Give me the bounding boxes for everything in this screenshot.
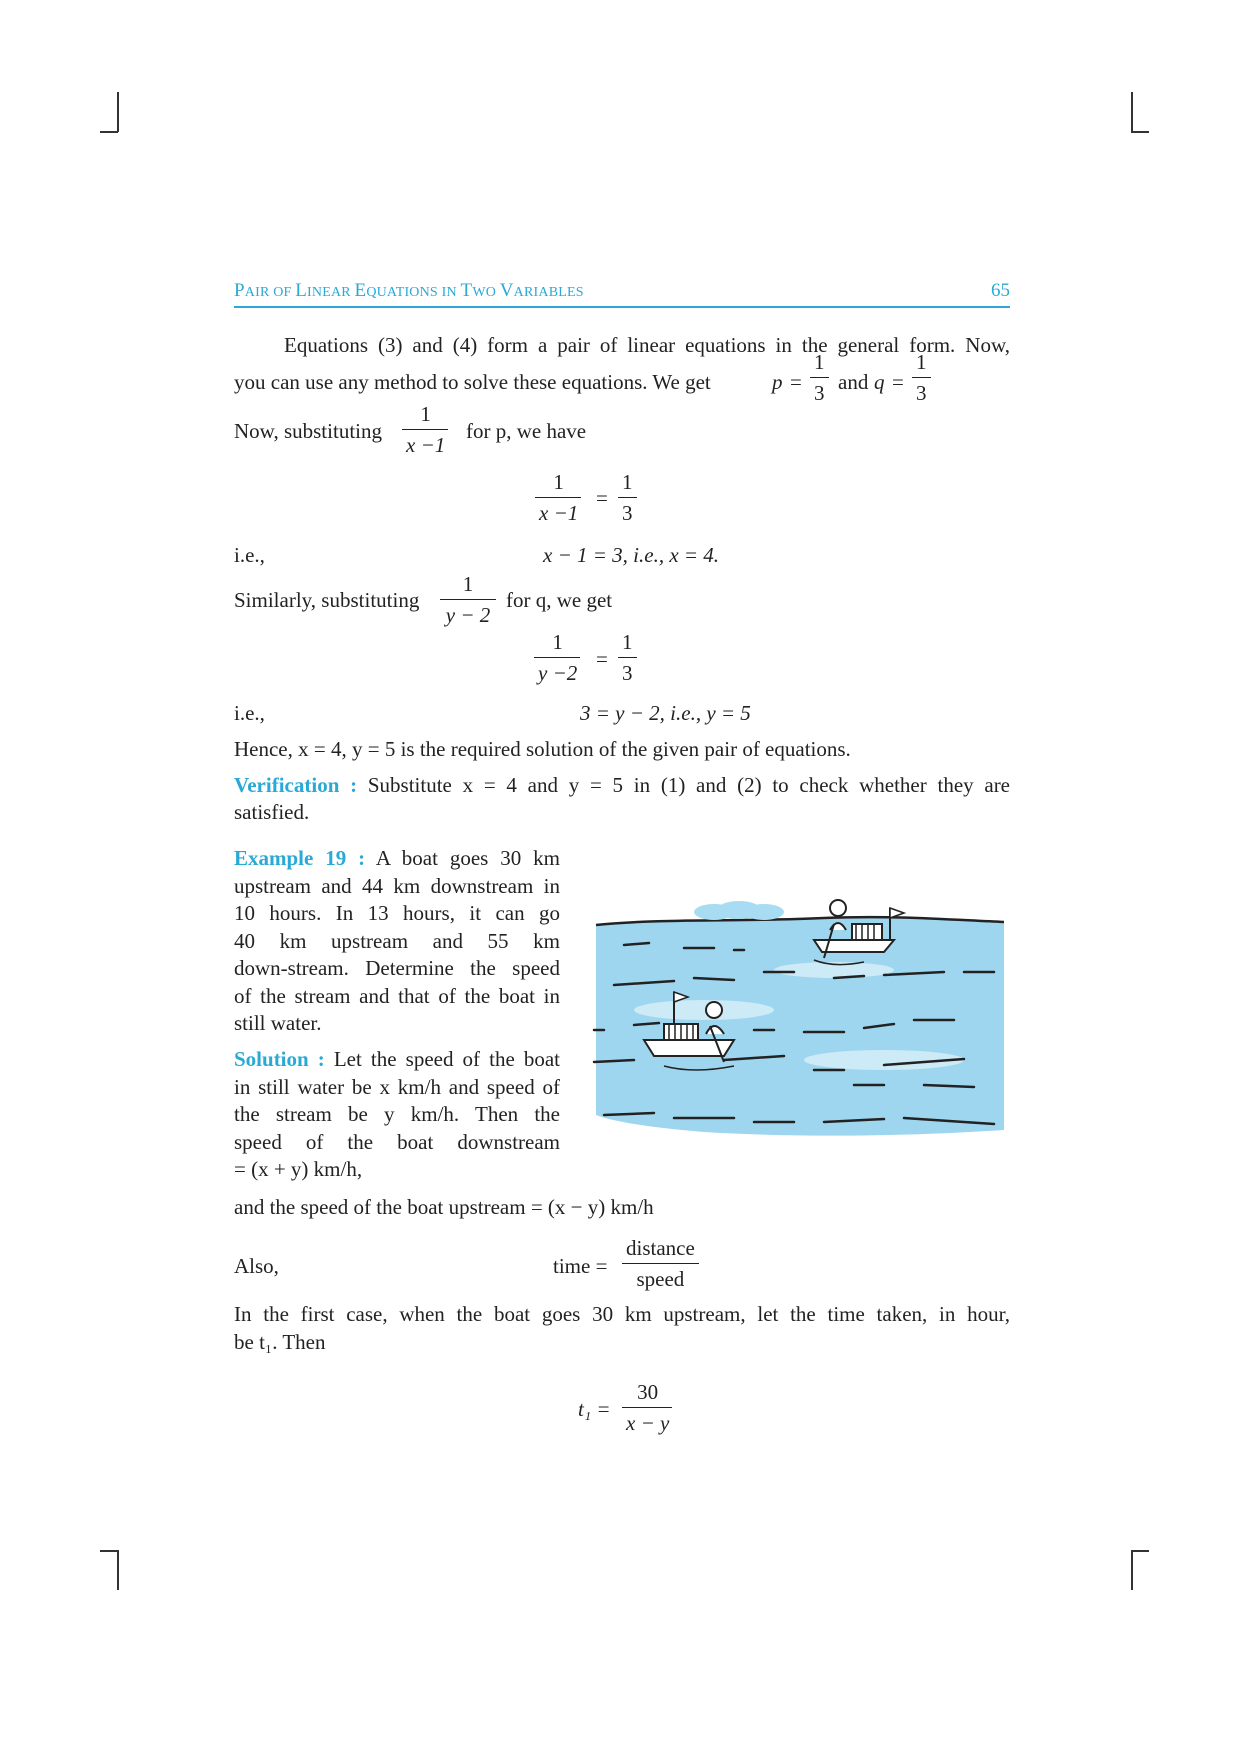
equals: =	[892, 370, 904, 394]
for-q-text: for q, we get	[506, 588, 613, 612]
fraction-one-third	[618, 630, 637, 685]
y-result: 3 = y − 2, i.e., y = 5	[580, 701, 751, 725]
example-line: 40 km upstream and 55 km	[234, 928, 560, 953]
denominator: y − 2	[445, 603, 491, 627]
solution-label: Solution :	[234, 1047, 325, 1071]
crop-mark-bottom-left-v	[117, 1550, 119, 1590]
title-part: WO	[472, 285, 500, 300]
example-line	[234, 845, 560, 873]
solution-line: in still water be x km/h and speed of	[234, 1074, 560, 1099]
fraction-one-third	[810, 350, 829, 405]
title-part: P	[234, 280, 245, 301]
running-header	[234, 280, 1010, 306]
cloud	[694, 901, 784, 920]
upstream-line: and the speed of the boat upstream = (x − y) km/h	[234, 1195, 654, 1219]
fraction-bar	[440, 599, 496, 600]
crop-mark-bottom-left-h	[100, 1550, 118, 1552]
numerator: 1	[420, 402, 431, 426]
fraction-bar	[618, 497, 637, 498]
ie-label: i.e.,	[234, 543, 265, 567]
fraction-bar	[810, 377, 829, 378]
denominator: x −1	[406, 433, 446, 457]
numerator: 1	[553, 470, 564, 494]
title-part: QUATIONS IN	[366, 285, 461, 300]
solution-line: the stream be y km/h. Then the	[234, 1102, 560, 1126]
fraction-bar	[622, 1407, 672, 1408]
example-line: of the stream and that of the boat in	[234, 983, 560, 1008]
example-label: Example 19 :	[234, 846, 366, 870]
fraction-distance-over-speed	[622, 1236, 699, 1291]
chapter-title	[234, 280, 584, 302]
numerator: distance	[626, 1236, 695, 1260]
equals: =	[790, 370, 802, 394]
for-p-text: for p, we have	[466, 419, 587, 443]
title-part: T	[460, 280, 473, 301]
example-line: 10 hours. In 13 hours, it can go	[234, 901, 560, 925]
fraction-one-third	[912, 350, 931, 405]
solution-line: speed of the boat downstream	[234, 1129, 560, 1154]
header-rule	[234, 306, 1010, 308]
solution-line: = (x + y) km/h,	[234, 1157, 363, 1181]
crop-mark-bottom-right-v	[1131, 1550, 1133, 1590]
denominator: 3	[916, 381, 927, 405]
crop-mark-top-left-h	[100, 131, 118, 133]
also-label: Also,	[234, 1254, 279, 1278]
verification-line	[234, 771, 1010, 799]
fraction-30-over-x-y	[622, 1380, 673, 1435]
title-part: E	[354, 280, 367, 301]
title-part: INEAR	[307, 285, 355, 300]
verification-text: Substitute x = 4 and y = 5 in (1) and (2) to check whether they are	[367, 773, 1011, 797]
title-part: ARIABLES	[513, 285, 584, 300]
numerator: 1	[462, 572, 474, 596]
denominator: speed	[636, 1267, 685, 1291]
example-text: A boat goes 30 km	[375, 846, 560, 870]
boats-on-river-illustration	[584, 860, 1012, 1150]
equals: =	[596, 486, 608, 510]
fraction-bar	[622, 1263, 699, 1264]
verification-label: Verification :	[234, 773, 358, 797]
now-substituting: Now, substituting	[234, 419, 382, 443]
title-part: L	[295, 280, 308, 301]
numerator: 30	[637, 1380, 659, 1404]
var-p: p	[772, 370, 783, 394]
fraction-1-over-x-1	[402, 402, 449, 457]
numerator: 1	[814, 350, 825, 374]
fraction-bar	[534, 657, 580, 658]
fraction-bar	[535, 497, 581, 498]
example-19	[234, 845, 560, 1038]
denominator: x −1	[539, 501, 579, 525]
denominator: 3	[622, 501, 633, 525]
fraction-one-third	[618, 470, 637, 525]
denominator: 3	[622, 661, 633, 685]
fraction-bar	[618, 657, 637, 658]
numerator: 1	[552, 630, 563, 654]
example-line: down-stream. Determine the speed	[234, 956, 560, 980]
numerator: 1	[622, 470, 633, 494]
ie-label: i.e.,	[234, 701, 265, 725]
and-text: and	[838, 370, 869, 394]
solution	[234, 1046, 560, 1184]
verification-line-2: satisfied.	[234, 800, 310, 824]
t1-equals: t₁ =	[578, 1397, 611, 1421]
paragraph-line: Equations (3) and (4) form a pair of linear equations in the general form. Now,	[284, 333, 1010, 357]
time-equals: time =	[553, 1254, 608, 1278]
similarly-substituting: Similarly, substituting	[234, 588, 420, 612]
example-line: upstream and 44 km downstream in	[234, 873, 560, 898]
crop-mark-top-left-v	[117, 92, 119, 132]
title-part: AIR OF	[244, 285, 296, 300]
fraction-bar	[402, 429, 448, 430]
first-case-line: In the first case, when the boat goes 30 km upstream, let the time taken, in hour,	[234, 1302, 1010, 1326]
fraction-1-over-y-2	[534, 630, 581, 685]
page-number: 65	[991, 280, 1010, 301]
denominator: x − y	[626, 1411, 670, 1435]
crop-mark-top-right-h	[1131, 131, 1149, 133]
equals: =	[596, 647, 608, 671]
numerator: 1	[916, 350, 927, 374]
var-q: q	[874, 370, 885, 394]
crop-mark-bottom-right-h	[1131, 1550, 1149, 1552]
fraction-1-over-y-2	[440, 572, 496, 627]
example-line: still water.	[234, 1011, 322, 1035]
title-part: V	[499, 280, 514, 301]
solution-text: Let the speed of the boat	[333, 1047, 560, 1071]
numerator: 1	[622, 630, 633, 654]
solution-line	[234, 1046, 560, 1074]
hence-line: Hence, x = 4, y = 5 is the required solution of the given pair of equations.	[234, 737, 851, 761]
paragraph-line: you can use any method to solve these equations. We get	[234, 370, 711, 394]
x-result: x − 1 = 3, i.e., x = 4.	[543, 543, 720, 567]
first-case-line-2: be t₁. Then	[234, 1330, 326, 1354]
denominator: 3	[814, 381, 825, 405]
denominator: y −2	[538, 661, 578, 685]
fraction-1-over-x-1	[535, 470, 582, 525]
fraction-bar	[912, 377, 931, 378]
crop-mark-top-right-v	[1131, 92, 1133, 132]
